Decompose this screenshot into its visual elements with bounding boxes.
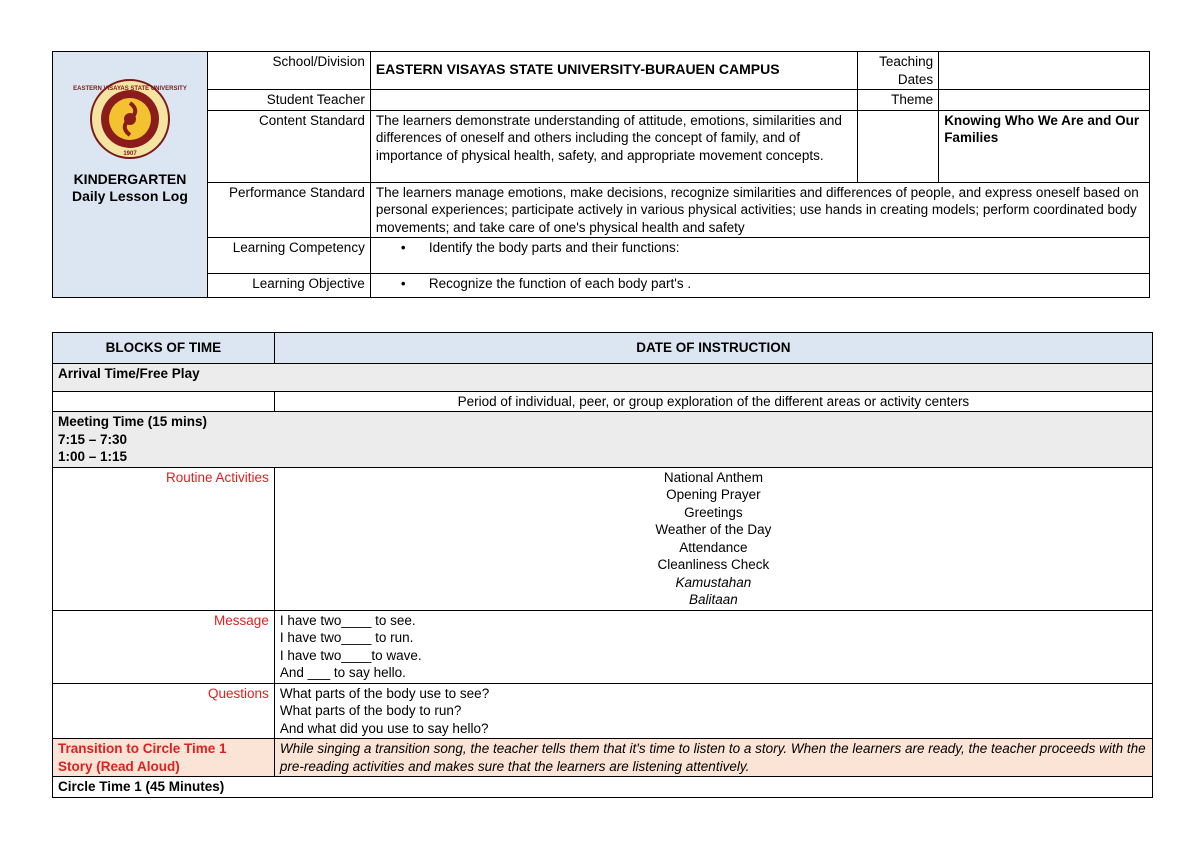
transition-text: While singing a transition song, the teacher tells them that it's time to listen to a story. When the learners are ready, the teacher proceeds with the pre-reading activities and makes sure that the learners are listening attentively. [274, 739, 1152, 777]
meeting-time-row: Meeting Time (15 mins) 7:15 – 7:30 1:00 – 1:15 [53, 412, 1153, 468]
arrival-description: Period of individual, peer, or group exploration of the different areas or activity centers [274, 391, 1152, 412]
blocks-of-time-header: BLOCKS OF TIME [53, 333, 275, 364]
questions-label: Questions [53, 683, 275, 739]
message-label: Message [53, 610, 275, 683]
bullet-icon: • [400, 240, 406, 255]
lesson-header-table [52, 51, 1150, 298]
theme-label: Theme [858, 90, 939, 111]
theme-value: Knowing Who We Are and Our Families [939, 110, 1150, 182]
message-lines: I have two____ to see. I have two____ to run. I have two____to wave. And ___ to say hello. [274, 610, 1152, 683]
arrival-blank-cell [53, 391, 275, 412]
routine-activities-label: Routine Activities [53, 467, 275, 610]
kindergarten-title: KINDERGARTEN [73, 170, 187, 187]
routine-activities-list: National Anthem Opening Prayer Greetings Weather of the Day Attendance Cleanliness Check Kamustahan Balitaan [274, 467, 1152, 610]
bullet-icon: • [400, 276, 406, 291]
arrival-time-row: Arrival Time/Free Play [53, 363, 1153, 391]
teaching-dates-value[interactable] [939, 52, 1150, 90]
transition-label: Transition to Circle Time 1 Story (Read Aloud) [53, 739, 275, 777]
spacer-cell [858, 110, 939, 182]
performance-standard-value: The learners manage emotions, make decisions, recognize similarities and differences of people, and express oneself based on personal experiences; participate actively in various physical activities; use hands in creating models; perform coordinated body movements; and take care of one's physical health and safety [370, 182, 1149, 238]
theme-value-top [939, 90, 1150, 111]
teaching-dates-label: Teaching Dates [858, 52, 939, 90]
student-teacher-label: Student Teacher [207, 90, 370, 111]
learning-objective-label: Learning Objective [207, 274, 370, 298]
school-label: School/Division [207, 52, 370, 90]
svg-text:1907: 1907 [123, 151, 137, 157]
content-standard-label: Content Standard [207, 110, 370, 182]
learning-competency-label: Learning Competency [207, 238, 370, 274]
content-standard-value: The learners demonstrate understanding of attitude, emotions, similarities and differences of oneself and others including the concept of family, and of importance of physical health, safety, and appropriate movement concepts. [370, 110, 857, 182]
svg-text:EASTERN VISAYAS STATE UNIVERSI: EASTERN VISAYAS STATE UNIVERSITY [73, 86, 187, 92]
performance-standard-label: Performance Standard [207, 182, 370, 238]
date-of-instruction-header: DATE OF INSTRUCTION [274, 333, 1152, 364]
logo-cell [53, 52, 208, 298]
circle-time-row: Circle Time 1 (45 Minutes) [53, 777, 1153, 798]
learning-objective-value: • Recognize the function of each body part's . [370, 274, 1149, 298]
daily-lesson-log-title: Daily Lesson Log [72, 188, 188, 204]
university-seal-icon [73, 78, 187, 160]
learning-competency-value: • Identify the body parts and their functions: [370, 238, 1149, 274]
lesson-schedule-table [52, 332, 1153, 798]
student-teacher-value[interactable] [370, 90, 857, 111]
question-lines: What parts of the body use to see? What parts of the body to run? And what did you use to say hello? [274, 683, 1152, 739]
school-value: EASTERN VISAYAS STATE UNIVERSITY-BURAUEN CAMPUS [370, 52, 857, 90]
